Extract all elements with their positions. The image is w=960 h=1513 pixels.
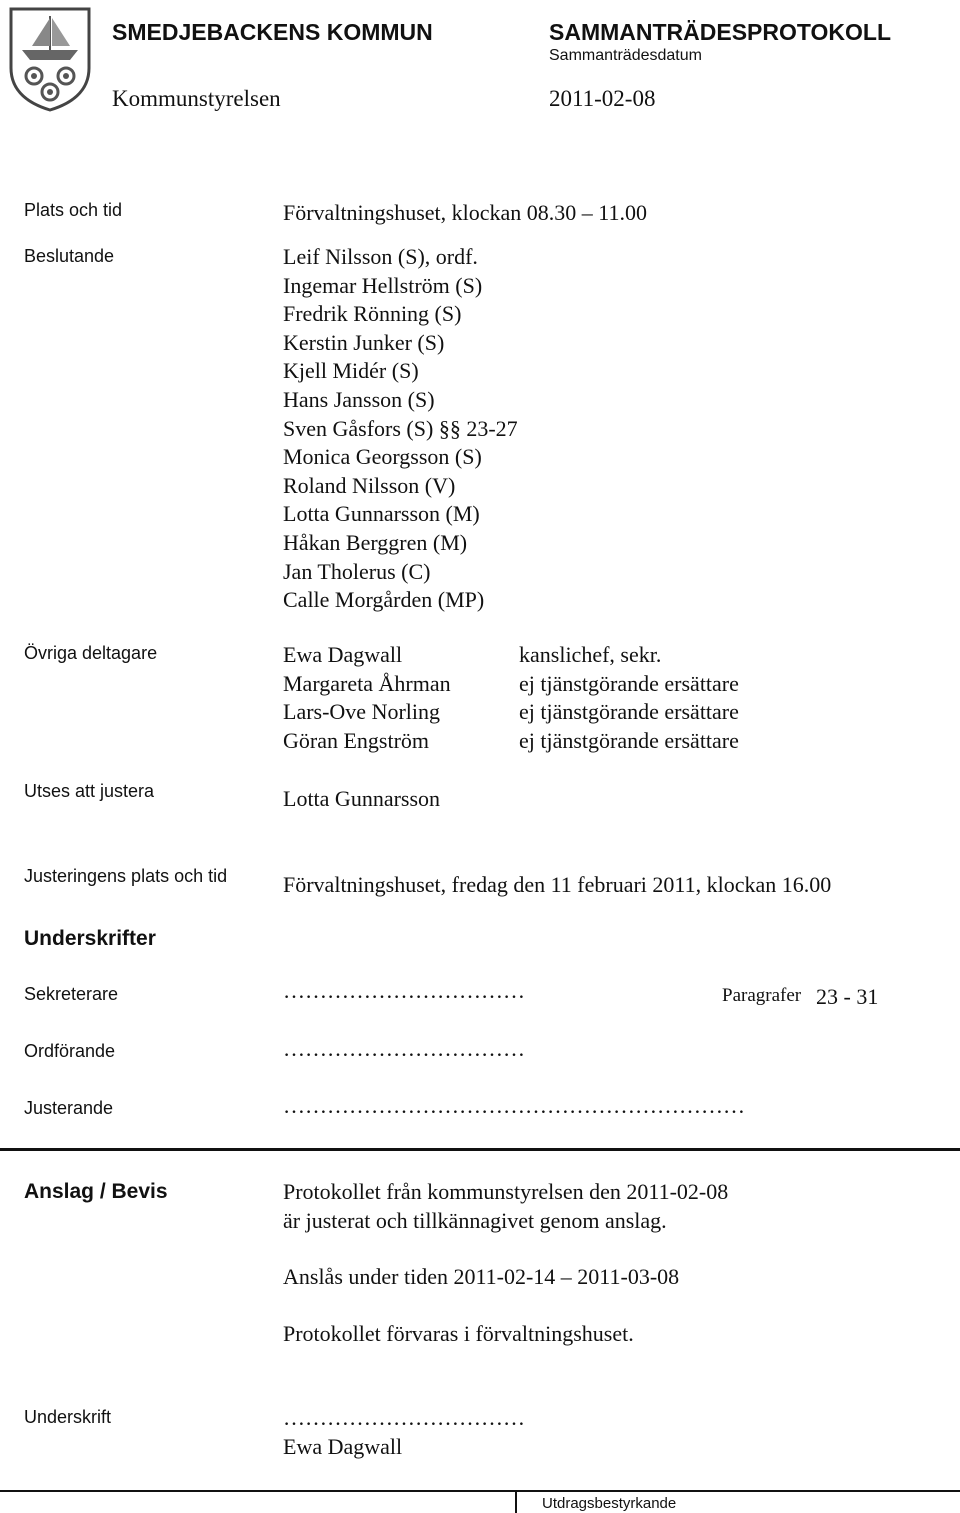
- member-item: Ingemar Hellström (S): [283, 272, 483, 298]
- member-item: Sven Gåsfors (S) §§ 23-27: [283, 415, 518, 441]
- participant-role: kanslichef, sekr.: [519, 642, 662, 667]
- participant-name: Margareta Åhrman: [283, 670, 451, 696]
- footer-divider: [0, 1490, 960, 1492]
- other-participants-label: Övriga deltagare: [24, 643, 158, 663]
- paragraphs-value: 23 - 31: [816, 984, 879, 1009]
- adjustment-place-time-value: Förvaltningshuset, fredag den 11 februari 2011, klockan 16.00: [283, 872, 832, 897]
- adjuster-signature-line: ………………………………………………………: [283, 1093, 745, 1118]
- place-time-value: Förvaltningshuset, klockan 08.30 – 11.00: [283, 200, 647, 225]
- secretary-signature-line: ……………………………: [283, 978, 525, 1003]
- organization-name: SMEDJEBACKENS KOMMUN: [112, 19, 433, 45]
- participant-row: [283, 727, 739, 756]
- chair-signature-line: ……………………………: [283, 1036, 525, 1061]
- member-item: Håkan Berggren (M): [283, 529, 468, 555]
- member-item: Hans Jansson (S): [283, 386, 435, 412]
- board-name: Kommunstyrelsen: [112, 86, 281, 111]
- excerpt-certification-label: Utdragsbestyrkande: [542, 1495, 677, 1512]
- footer-vertical-divider: [515, 1490, 517, 1513]
- participant-row: [283, 698, 739, 727]
- notice-text: [283, 1178, 728, 1235]
- notice-storage: Protokollet förvaras i förvaltningshuset.: [283, 1321, 634, 1346]
- participant-role: ej tjänstgörande ersättare: [519, 670, 739, 696]
- place-time-label: Plats och tid: [24, 200, 123, 220]
- member-item: Roland Nilsson (V): [283, 472, 456, 498]
- member-item: Jan Tholerus (C): [283, 558, 431, 584]
- signatures-heading: Underskrifter: [24, 927, 156, 950]
- participant-name: Ewa Dagwall: [283, 642, 403, 667]
- section-divider: [0, 1148, 960, 1151]
- appointed-adjuster-label: Utses att justera: [24, 781, 155, 801]
- notice-line: Protokollet från kommunstyrelsen den 2011-02-08: [283, 1179, 729, 1204]
- signature-label: Underskrift: [24, 1407, 112, 1427]
- member-item: Monica Georgsson (S): [283, 444, 482, 470]
- chair-label: Ordförande: [24, 1041, 116, 1061]
- member-item: Kjell Midér (S): [283, 358, 419, 384]
- appointed-adjuster-value: Lotta Gunnarsson: [283, 786, 441, 811]
- notice-line: är justerat och tillkännagivet genom anslag.: [283, 1207, 667, 1233]
- deciding-members-list: [283, 243, 518, 615]
- participant-role: ej tjänstgörande ersättare: [519, 727, 739, 753]
- adjustment-place-time-label: Justeringens plats och tid: [24, 866, 228, 886]
- notice-label: Anslag / Bevis: [24, 1180, 168, 1203]
- notice-posting-period: Anslås under tiden 2011-02-14 – 2011-03-08: [283, 1264, 680, 1289]
- signature-line: ……………………………: [283, 1405, 525, 1430]
- participant-name: Göran Engström: [283, 727, 430, 753]
- participant-name: Lars-Ove Norling: [283, 699, 441, 725]
- participant-row: [283, 641, 739, 670]
- meeting-date: 2011-02-08: [549, 86, 656, 111]
- member-item: Fredrik Rönning (S): [283, 301, 462, 327]
- paragraphs-label: Paragrafer: [722, 985, 802, 1006]
- secretary-label: Sekreterare: [24, 984, 119, 1004]
- member-item: Calle Morgården (MP): [283, 587, 485, 613]
- member-item: Lotta Gunnarsson (M): [283, 501, 480, 527]
- document-type: SAMMANTRÄDESPROTOKOLL: [549, 19, 892, 45]
- other-participants-list: [283, 641, 739, 755]
- participant-row: [283, 670, 739, 699]
- municipality-coat-of-arms-logo: [8, 6, 92, 112]
- deciding-members-label: Beslutande: [24, 246, 115, 266]
- meeting-date-label: Sammanträdesdatum: [549, 47, 702, 64]
- adjuster-label: Justerande: [24, 1098, 114, 1118]
- signatory-name: Ewa Dagwall: [283, 1434, 403, 1459]
- member-item: Kerstin Junker (S): [283, 329, 445, 355]
- member-item: Leif Nilsson (S), ordf.: [283, 244, 478, 269]
- participant-role: ej tjänstgörande ersättare: [519, 699, 739, 725]
